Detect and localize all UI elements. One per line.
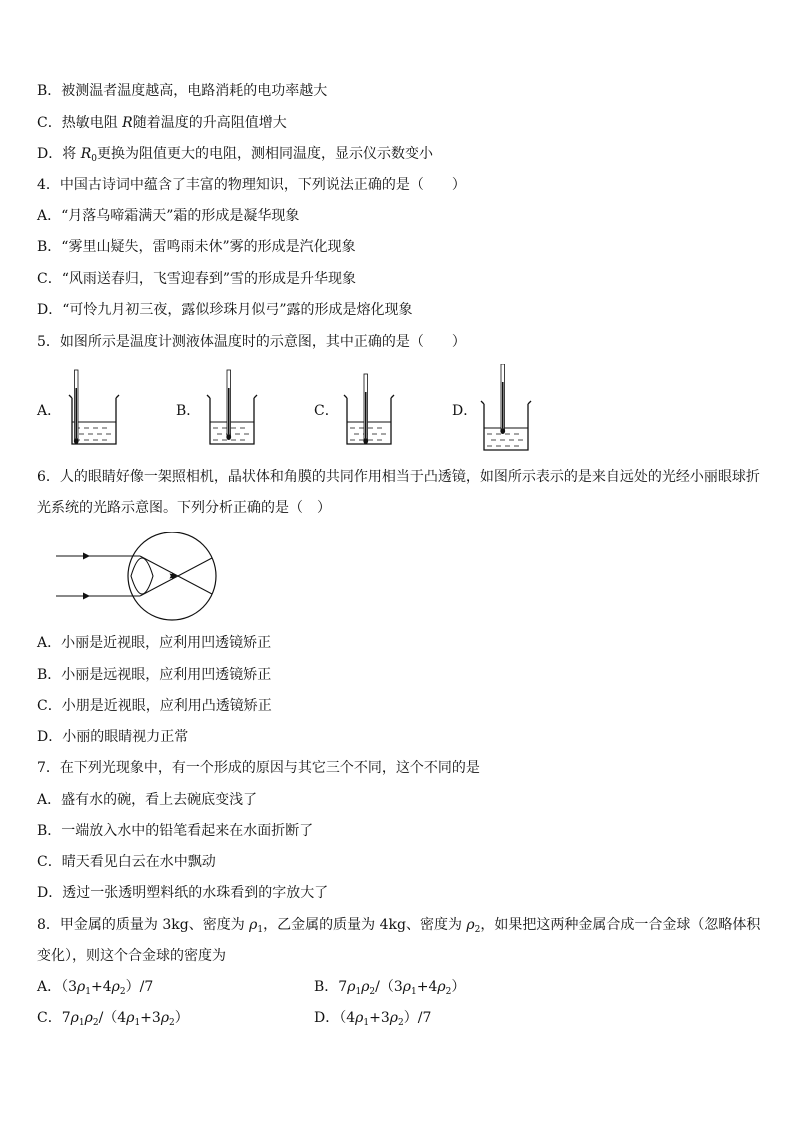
q8-stem-line2: 变化），则这个合金球的密度为 [37, 948, 226, 964]
q5-figure-c-beaker-thermometer [341, 368, 397, 448]
q7-option-d: D．透过一张透明塑料纸的水珠看到的字放大了 [37, 885, 329, 901]
q4-option-b: B．“雾里山疑失，雷鸣雨未休”雾的形成是汽化现象 [37, 239, 356, 255]
q5-stem: 5．如图所示是温度计测液体温度时的示意图，其中正确的是（ ） [37, 334, 466, 350]
q5-figure-a-beaker-thermometer [66, 368, 122, 448]
q5-figure-d-beaker-thermometer [478, 364, 534, 454]
q7-stem: 7．在下列光现象中，有一个形成的原因与其它三个不同，这个不同的是 [37, 760, 480, 776]
q6-option-b: B．小丽是远视眼，应利用凹透镜矫正 [37, 667, 272, 683]
q4-option-a: A．“月落乌啼霜满天”霜的形成是凝华现象 [37, 208, 300, 224]
q4-option-c: C．“风雨送春归，飞雪迎春到”雪的形成是升华现象 [37, 271, 357, 287]
q7-option-b: B．一端放入水中的铅笔看起来在水面折断了 [37, 823, 314, 839]
q8-option-a: A．$(3\rho_1+4\rho_2)/7$ [37, 979, 154, 997]
q6-stem-line1: 6．人的眼睛好像一架照相机，晶状体和角膜的共同作用相当于凸透镜，如图所示表示的是来自远处的光经小丽眼球折 [37, 469, 760, 485]
q4-option-d: D．“可怜九月初三夜，露似珍珠月似弓”露的形成是熔化现象 [37, 302, 413, 318]
q7-option-c: C．晴天看见白云在水中飘动 [37, 854, 216, 870]
q5-figure-b-beaker-thermometer [204, 368, 260, 448]
q8-option-b: B．$7\rho_1\rho_2/(3\rho_1+4\rho_2)$ [314, 979, 466, 997]
q5-option-b-label: B． [176, 403, 201, 419]
q8-option-c: C．$7\rho_1\rho_2/(4\rho_1+3\rho_2)$ [37, 1010, 189, 1028]
q3-option-d: D．将 $R_0$更换为阻值更大的电阻，测相同温度，显示仪示数变小 [37, 146, 433, 164]
q6-eye-optics-diagram [56, 532, 226, 624]
q5-option-a-label: A． [37, 403, 62, 419]
q7-option-a: A．盛有水的碗，看上去碗底变浅了 [37, 792, 258, 808]
q8-stem-line1: 8．甲金属的质量为 3kg、密度为 $\rho_1$，乙金属的质量为 4kg、密度为 $\rho_2$，如果把这两种金属合成一合金球（忽略体积 [37, 917, 761, 935]
q6-option-a: A．小丽是近视眼，应利用凹透镜矫正 [37, 635, 272, 651]
q6-option-c: C．小朋是近视眼，应利用凸透镜矫正 [37, 698, 272, 714]
q3-option-b: B．被测温者温度越高，电路消耗的电功率越大 [37, 83, 328, 99]
q6-option-d: D．小丽的眼睛视力正常 [37, 729, 189, 745]
q6-stem-line2: 光系统的光路示意图。下列分析正确的是（ ） [37, 500, 331, 516]
q4-stem: 4．中国古诗词中蕴含了丰富的物理知识，下列说法正确的是（ ） [37, 177, 466, 193]
q5-option-d-label: D． [452, 403, 478, 419]
q3-option-c: C．热敏电阻 R随着温度的升高阻值增大 [37, 115, 287, 131]
q8-option-d: D．$(4\rho_1+3\rho_2)/7$ [314, 1010, 432, 1028]
q5-option-c-label: C． [314, 403, 339, 419]
